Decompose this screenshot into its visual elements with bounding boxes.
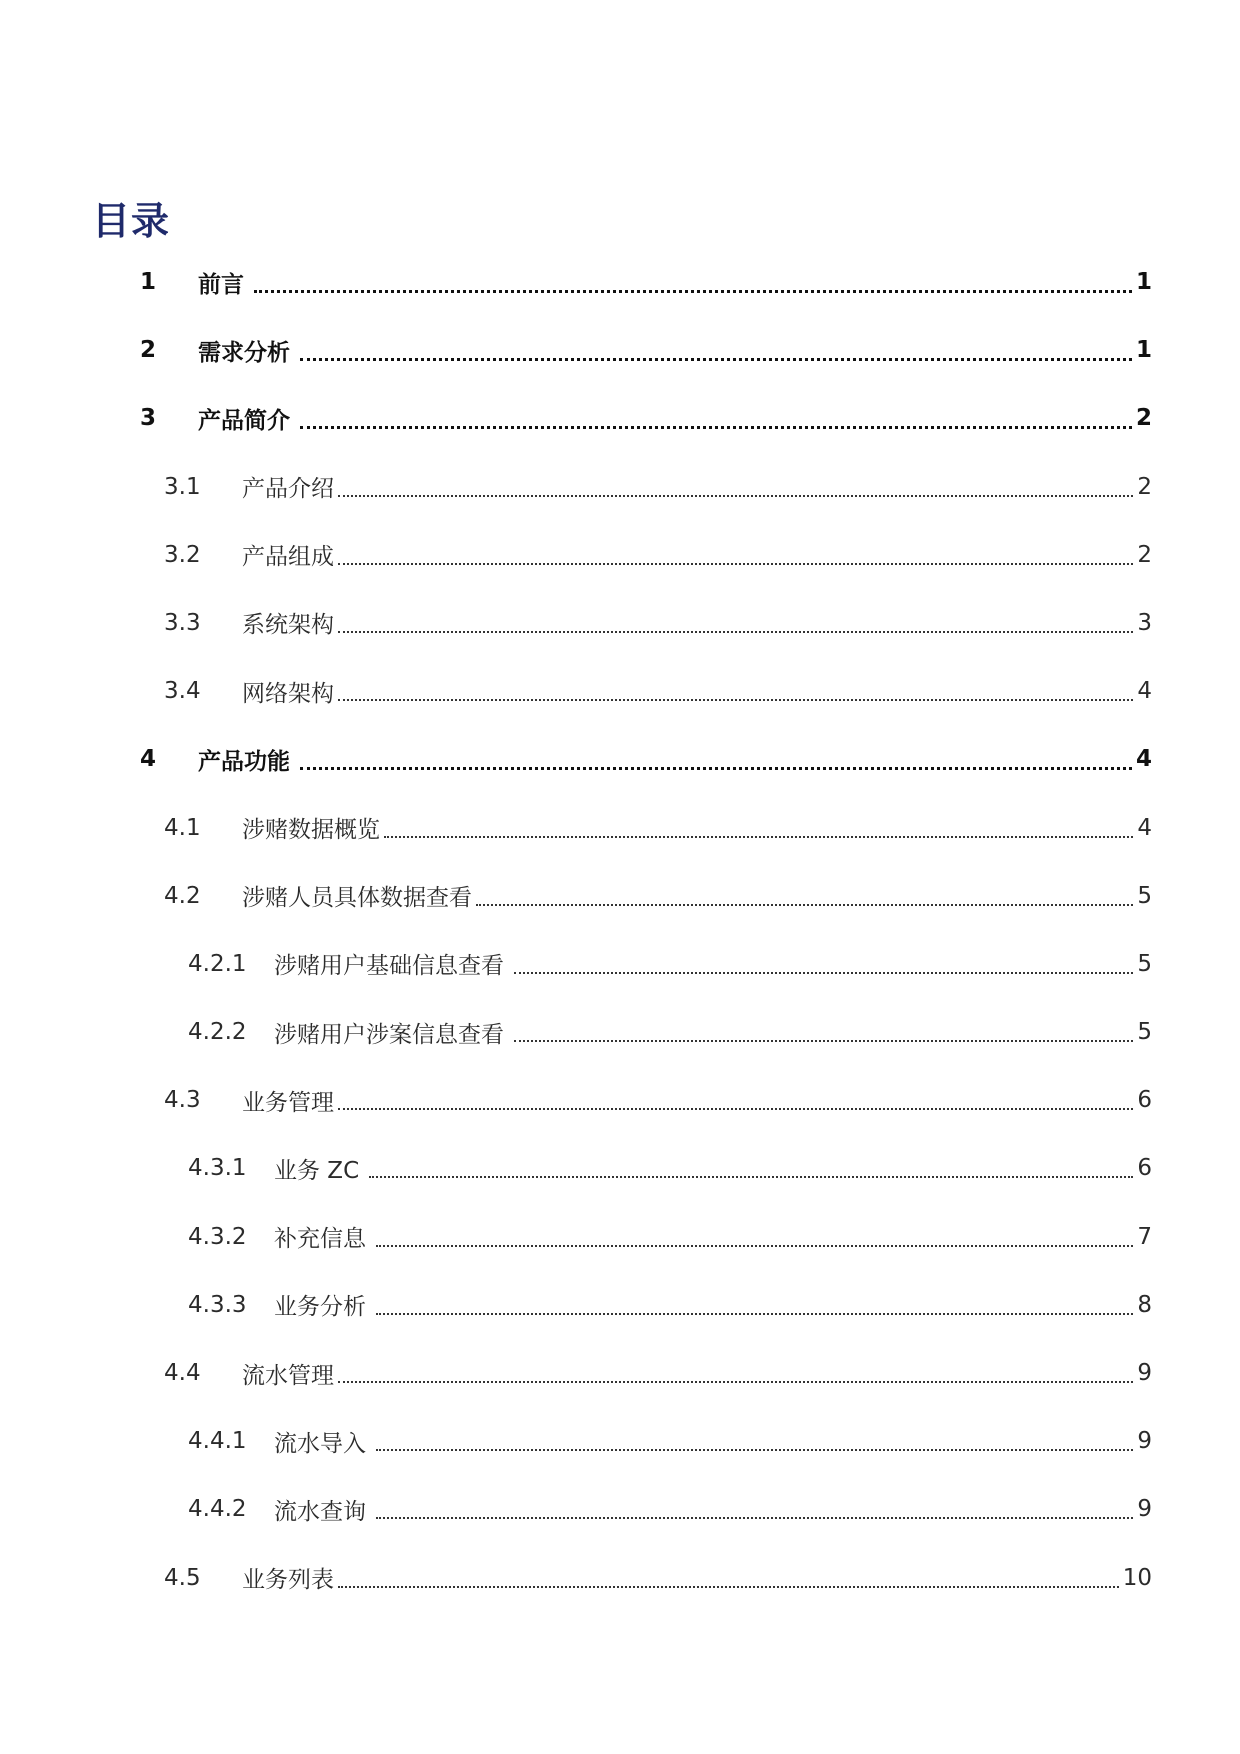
toc-entry xyxy=(0,739,1240,807)
toc-dot-leader xyxy=(384,836,1133,838)
toc-entry-link[interactable] xyxy=(164,1080,1152,1120)
toc-entry xyxy=(0,671,1240,739)
toc-entry-title: 业务分析 xyxy=(274,1294,366,1321)
toc-title: 目录 xyxy=(92,199,171,243)
toc-entry xyxy=(0,876,1240,944)
toc-entry-link[interactable] xyxy=(164,876,1152,916)
toc-entry-title: 业务管理 xyxy=(242,1089,334,1116)
toc-entry xyxy=(0,1285,1240,1353)
toc-entry-page-number: 1 xyxy=(1135,337,1152,364)
toc-entry-number: 3 xyxy=(140,405,157,432)
toc-entry-page-number: 9 xyxy=(1137,1360,1152,1386)
toc-entry-title: 产品组成 xyxy=(242,544,334,571)
toc-dot-leader xyxy=(514,972,1133,974)
toc-dot-leader xyxy=(300,426,1132,429)
toc-dot-leader xyxy=(376,1449,1133,1451)
toc-dot-leader xyxy=(338,1381,1133,1383)
toc-entry xyxy=(0,1489,1240,1557)
toc-entry-number: 3.2 xyxy=(164,541,201,568)
toc-dot-leader xyxy=(338,495,1133,497)
toc-entry-number: 3.3 xyxy=(164,609,201,636)
toc-entry-number: 4.3.3 xyxy=(188,1291,247,1318)
toc-entry-link[interactable] xyxy=(164,1353,1152,1393)
toc-entry-link[interactable] xyxy=(164,1558,1152,1598)
toc-entry-page-number: 9 xyxy=(1137,1428,1152,1455)
toc-entry xyxy=(0,603,1240,671)
toc-dot-leader xyxy=(369,1176,1133,1178)
toc-entry-page-number: 3 xyxy=(1137,609,1152,636)
toc-entry-link[interactable] xyxy=(188,1421,1152,1461)
toc-entry-link[interactable] xyxy=(188,944,1152,984)
toc-entry-title: 产品介绍 xyxy=(242,476,334,503)
toc-dot-leader xyxy=(338,631,1133,633)
toc-entry xyxy=(0,1148,1240,1216)
toc-entry-page-number: 5 xyxy=(1137,950,1152,977)
toc-entry-page-number: 6 xyxy=(1137,1155,1152,1182)
toc-entry xyxy=(0,1012,1240,1080)
toc-entry-page-number: 7 xyxy=(1137,1223,1152,1250)
toc-dot-leader xyxy=(514,1040,1133,1042)
toc-entry-title: 前言 xyxy=(198,271,244,298)
toc-entry-page-number: 5 xyxy=(1137,882,1152,909)
toc-entry-title: 涉赌人员具体数据查看 xyxy=(242,885,472,912)
toc-entry-title: 流水导入 xyxy=(274,1430,366,1457)
toc-entry-number: 3.1 xyxy=(164,473,201,500)
toc-entry-number: 4.4.1 xyxy=(188,1428,247,1455)
toc-entry-title: 业务列表 xyxy=(242,1567,334,1594)
toc-dot-leader xyxy=(338,563,1133,565)
toc-entry-link[interactable] xyxy=(164,603,1152,643)
toc-dot-leader xyxy=(254,290,1132,293)
toc-entry-number: 3.4 xyxy=(164,678,201,705)
toc-entry-link[interactable] xyxy=(164,671,1152,711)
toc-entry xyxy=(0,1080,1240,1148)
toc-entry-title: 需求分析 xyxy=(198,339,290,366)
toc-entry xyxy=(0,262,1240,330)
toc-entry-link[interactable] xyxy=(164,535,1152,575)
toc-entry-title: 业务 ZC xyxy=(274,1157,360,1184)
toc-entry-number: 4 xyxy=(140,746,157,773)
toc-entry-number: 4.3 xyxy=(164,1087,201,1114)
toc-dot-leader xyxy=(476,904,1133,906)
toc-entry-page-number: 10 xyxy=(1122,1564,1152,1591)
toc-entry-number: 4.4 xyxy=(164,1360,201,1386)
toc-entry-link[interactable] xyxy=(188,1217,1152,1257)
toc-entry xyxy=(0,1217,1240,1285)
toc-entry-link[interactable] xyxy=(140,739,1152,779)
toc-entry-number: 4.2.1 xyxy=(188,950,247,977)
toc-entry-number: 4.3.2 xyxy=(188,1223,247,1250)
toc-entry-title: 系统架构 xyxy=(242,612,334,639)
toc-entry-title: 涉赌用户涉案信息查看 xyxy=(274,1021,504,1048)
toc-entry-number: 4.2 xyxy=(164,882,201,909)
toc-entry-link[interactable] xyxy=(140,330,1152,370)
toc-entry-title: 流水查询 xyxy=(274,1498,366,1525)
toc-entry-number: 4.1 xyxy=(164,814,201,841)
toc-entry xyxy=(0,535,1240,603)
toc-entry-title: 补充信息 xyxy=(274,1226,366,1253)
toc-entry-number: 1 xyxy=(140,269,157,295)
toc-entry-link[interactable] xyxy=(164,467,1152,507)
toc-dot-leader xyxy=(300,767,1132,770)
toc-entry-page-number: 9 xyxy=(1137,1496,1152,1523)
toc-entry xyxy=(0,808,1240,876)
toc-entry-number: 4.5 xyxy=(164,1564,201,1591)
toc-entry-title: 涉赌数据概览 xyxy=(242,817,380,843)
toc-entry-page-number: 2 xyxy=(1137,473,1152,500)
toc-entry xyxy=(0,398,1240,466)
toc-dot-leader xyxy=(376,1313,1133,1315)
toc-entry-link[interactable] xyxy=(188,1012,1152,1052)
toc-entry-page-number: 5 xyxy=(1137,1019,1152,1046)
toc-entry-page-number: 1 xyxy=(1135,269,1152,295)
toc-dot-leader xyxy=(300,358,1132,361)
toc-entry-page-number: 6 xyxy=(1137,1087,1152,1114)
toc-entry xyxy=(0,467,1240,535)
toc-entry xyxy=(0,1353,1240,1421)
toc-entry-page-number: 4 xyxy=(1137,814,1152,841)
toc-entry-number: 4.3.1 xyxy=(188,1155,247,1182)
toc-entry-page-number: 2 xyxy=(1137,541,1152,568)
toc-entry-link[interactable] xyxy=(140,398,1152,438)
toc-dot-leader xyxy=(338,1586,1119,1588)
toc-entry-page-number: 2 xyxy=(1135,405,1152,432)
toc-entry-link[interactable] xyxy=(140,262,1152,302)
toc-entry-number: 4.2.2 xyxy=(188,1019,247,1046)
toc-entry-link[interactable] xyxy=(188,1148,1152,1188)
toc-entry-title: 流水管理 xyxy=(242,1362,334,1389)
toc-entry-number: 2 xyxy=(140,337,157,364)
toc-entry-link[interactable] xyxy=(164,808,1152,848)
toc-entry-link[interactable] xyxy=(188,1489,1152,1529)
toc-dot-leader xyxy=(376,1517,1133,1519)
toc-entry-title: 网络架构 xyxy=(242,680,334,707)
toc-entry xyxy=(0,944,1240,1012)
toc-entry-page-number: 8 xyxy=(1137,1291,1152,1318)
toc-entry xyxy=(0,1558,1240,1626)
toc-entry xyxy=(0,1421,1240,1489)
toc-list xyxy=(0,262,1240,1626)
toc-dot-leader xyxy=(338,1108,1133,1110)
toc-entry-page-number: 4 xyxy=(1137,678,1152,705)
toc-entry-title: 涉赌用户基础信息查看 xyxy=(274,953,504,980)
toc-entry xyxy=(0,330,1240,398)
toc-entry-link[interactable] xyxy=(188,1285,1152,1325)
toc-dot-leader xyxy=(376,1245,1133,1247)
toc-entry-title: 产品简介 xyxy=(198,407,290,434)
toc-entry-page-number: 4 xyxy=(1135,746,1152,773)
toc-entry-title: 产品功能 xyxy=(198,748,290,775)
toc-dot-leader xyxy=(338,699,1133,701)
toc-entry-number: 4.4.2 xyxy=(188,1496,247,1523)
